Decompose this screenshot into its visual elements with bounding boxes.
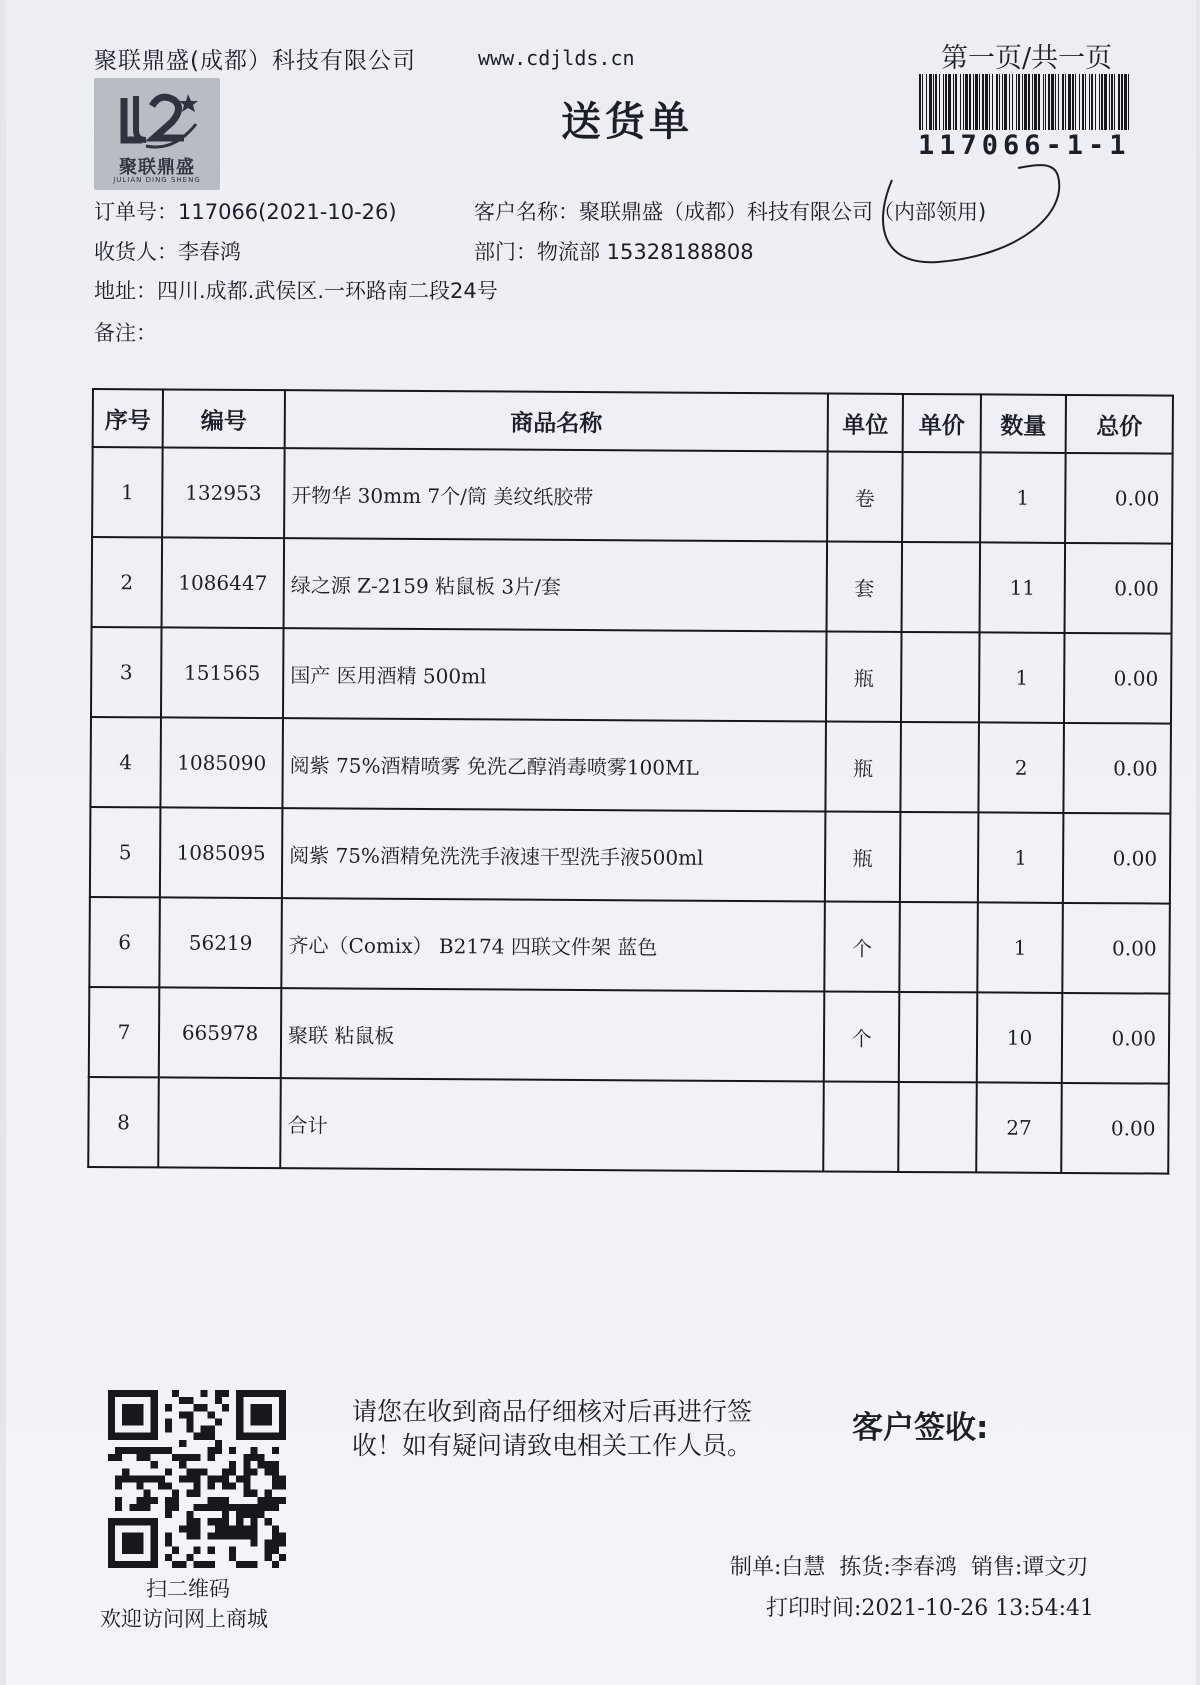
cell-total: 0.00 <box>1062 903 1170 994</box>
cell-price <box>902 542 981 632</box>
table-row <box>91 627 1172 724</box>
picker: 拣货:李春鸿 <box>839 1555 957 1580</box>
department-value: 物流部 15328188808 <box>537 240 754 264</box>
qr-code-icon <box>108 1390 286 1568</box>
column-header-total: 总价 <box>1066 395 1173 454</box>
company-name: 聚联鼎盛(成都）科技有限公司 <box>94 48 416 74</box>
cell-price <box>899 992 978 1082</box>
column-header-name: 商品名称 <box>285 390 828 451</box>
customer-name-value: 聚联鼎盛（成都）科技有限公司（内部领用) <box>579 200 987 224</box>
cell-name: 阅紫 75%酒精喷雾 免洗乙醇消毒喷雾100ML <box>282 718 826 811</box>
order-number-label: 订单号： <box>94 200 178 224</box>
cell-code: 132953 <box>162 447 285 538</box>
table-row <box>89 897 1170 994</box>
delivery-note-paper <box>6 0 1196 1685</box>
order-number <box>94 196 397 226</box>
address-value: 四川.成都.武侯区.一环路南二段24号 <box>157 279 498 303</box>
column-header-qty: 数量 <box>981 394 1066 453</box>
receiver-label: 收货人： <box>94 240 178 264</box>
cell-unit: 瓶 <box>825 721 901 811</box>
table-row <box>90 807 1171 904</box>
goods-table <box>87 388 1174 1175</box>
cell-code: 56219 <box>159 897 282 988</box>
cell-total: 0.00 <box>1063 813 1171 904</box>
column-header-seq: 序号 <box>93 389 163 447</box>
address-label: 地址： <box>94 279 157 303</box>
cell-qty: 1 <box>977 902 1063 993</box>
cell-code: 1085095 <box>160 807 283 898</box>
page-indicator: 第一页/共一页 <box>941 43 1113 74</box>
remark-label: 备注： <box>94 321 157 345</box>
cell-seq: 6 <box>89 897 160 987</box>
cell-qty: 10 <box>977 992 1063 1083</box>
remark <box>94 317 157 347</box>
maker: 制单:白慧 <box>730 1555 826 1580</box>
address <box>94 275 498 305</box>
cell-code: 151565 <box>161 627 284 718</box>
order-number-value: 117066(2021-10-26) <box>178 200 397 224</box>
department <box>474 236 754 266</box>
cell-name: 阅紫 75%酒精免洗洗手液速干型洗手液500ml <box>282 808 826 901</box>
cell-seq: 4 <box>90 717 161 807</box>
department-label: 部门： <box>474 240 537 264</box>
sales: 销售:谭文刃 <box>970 1555 1089 1580</box>
qr-caption: 扫二维码 <box>146 1577 230 1601</box>
cell-price <box>898 1082 977 1172</box>
table-row <box>90 717 1171 814</box>
cell-qty: 1 <box>980 452 1066 543</box>
cell-seq: 1 <box>92 447 163 537</box>
table-row <box>92 537 1173 634</box>
table-row <box>89 987 1170 1084</box>
table-row <box>92 447 1173 544</box>
cell-seq: 3 <box>91 627 162 717</box>
cell-name: 开物华 30mm 7个/筒 美纹纸胶带 <box>284 448 828 541</box>
cell-total: 0.00 <box>1063 723 1171 814</box>
customer-signature-label: 客户签收: <box>852 1410 989 1446</box>
cell-price <box>900 812 979 902</box>
cell-unit: 瓶 <box>826 631 902 721</box>
cell-code: 1085090 <box>160 717 283 808</box>
cell-qty: 11 <box>980 542 1066 633</box>
column-header-code: 编号 <box>163 389 285 448</box>
document-title: 送货单 <box>561 99 693 145</box>
cell-price <box>901 632 980 722</box>
barcode-number: 117066-1-1 <box>918 130 1131 161</box>
cell-name: 合计 <box>280 1078 824 1171</box>
cell-qty: 1 <box>979 632 1065 723</box>
cell-unit: 卷 <box>827 451 903 541</box>
cell-code <box>158 1077 281 1168</box>
cell-unit: 瓶 <box>825 811 901 901</box>
logo-mark-icon <box>94 78 220 158</box>
cell-seq: 5 <box>90 807 161 897</box>
verification-notice: 请您在收到商品仔细核对后再进行签收！如有疑问请致电相关工作人员。 <box>352 1397 753 1460</box>
table-header-row <box>93 389 1173 454</box>
cell-qty: 2 <box>978 722 1064 813</box>
cell-seq: 8 <box>88 1077 159 1167</box>
cell-unit: 个 <box>824 991 900 1081</box>
cell-unit: 套 <box>827 541 903 631</box>
cell-code: 665978 <box>159 987 282 1078</box>
website-url: www.cdjlds.cn <box>478 46 635 70</box>
cell-seq: 2 <box>92 537 163 627</box>
cell-qty: 27 <box>976 1082 1062 1173</box>
qr-caption-shop: 欢迎访问网上商城 <box>100 1607 268 1631</box>
company-logo <box>94 78 220 190</box>
handwritten-circle-mark <box>868 162 1068 272</box>
logo-subtext: JULIAN DING SHENG <box>113 176 201 184</box>
cell-price <box>900 722 979 812</box>
cell-name: 齐心（Comix） B2174 四联文件架 蓝色 <box>281 898 825 991</box>
print-time: 打印时间:2021-10-26 13:54:41 <box>766 1596 1095 1621</box>
cell-code: 1086447 <box>162 537 285 628</box>
cell-name: 绿之源 Z-2159 粘鼠板 3片/套 <box>284 538 828 631</box>
cell-name: 聚联 粘鼠板 <box>281 988 825 1081</box>
table-total-row <box>88 1077 1169 1174</box>
cell-price <box>902 452 981 542</box>
cell-total: 0.00 <box>1065 453 1173 544</box>
cell-total: 0.00 <box>1062 993 1170 1084</box>
cell-qty: 1 <box>978 812 1064 903</box>
column-header-price: 单价 <box>903 394 981 452</box>
cell-total: 0.00 <box>1061 1083 1169 1174</box>
logo-text: 聚联鼎盛 <box>119 157 195 178</box>
receiver-value: 李春鸿 <box>178 240 241 264</box>
barcode-icon <box>919 74 1131 130</box>
cell-name: 国产 医用酒精 500ml <box>283 628 827 721</box>
staff-line <box>730 1550 1102 1581</box>
cell-total: 0.00 <box>1064 633 1172 724</box>
cell-unit <box>823 1081 899 1171</box>
customer-name-label: 客户名称： <box>474 200 579 224</box>
cell-total: 0.00 <box>1065 543 1173 634</box>
cell-unit: 个 <box>824 901 900 991</box>
cell-seq: 7 <box>89 987 160 1077</box>
receiver <box>94 236 241 266</box>
column-header-unit: 单位 <box>828 393 903 451</box>
cell-price <box>899 902 978 992</box>
